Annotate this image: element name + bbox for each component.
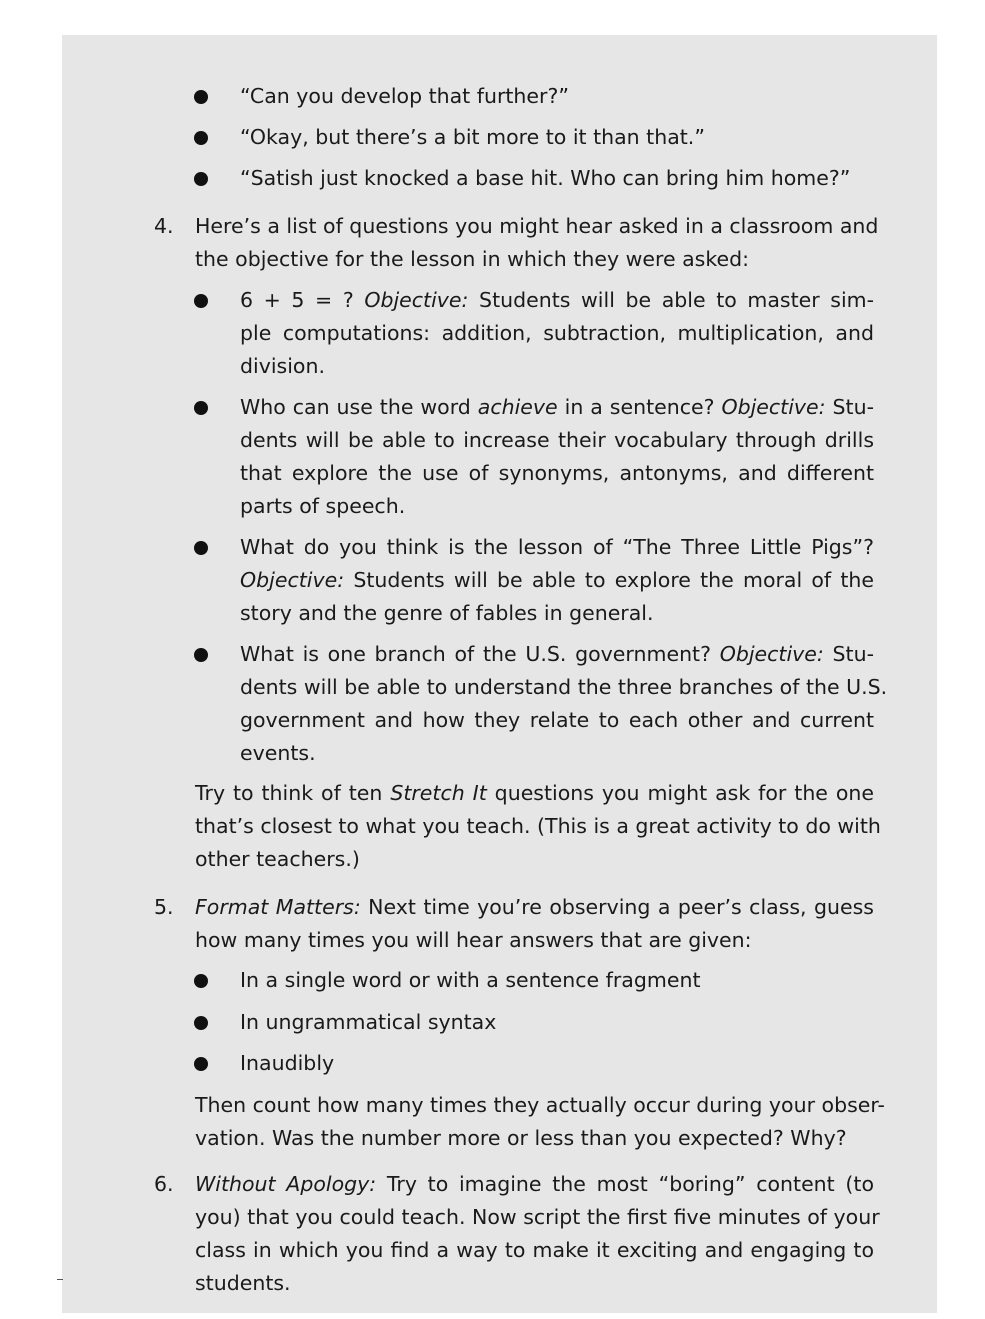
list-item-text: “Okay, but there’s a bit more to it than that.” [240,125,705,149]
text-line: What do you think is the lesson of “The Three Little Pigs”? [240,535,874,559]
text-line: Format Matters: Next time you’re observing a peer’s class, guess [195,895,874,919]
text-line: 6 + 5 = ? Objective: Students will be able to master sim- [240,288,875,312]
bullet-dot [194,1016,208,1030]
text-line: Here’s a list of questions you might hear asked in a classroom and [195,214,879,238]
item-6-text [195,1168,880,1300]
list-item-text: In ungrammatical syntax [240,1010,497,1034]
bullet-dot [194,131,208,145]
text-line: Try to think of ten Stretch It questions you might ask for the one [195,781,875,805]
text-line: story and the genre of fables in general. [240,601,654,625]
item-5-intro [195,891,874,957]
item-4-followup [195,777,881,876]
list-item [240,121,874,154]
text-line: you) that you could teach. Now script the first five minutes of your [195,1205,880,1229]
item-4-intro [195,210,879,276]
bullet-dot [194,541,208,555]
list-item [240,80,874,113]
text-line: government and how they relate to each other and current [240,708,874,732]
item-number: 5. [154,895,174,919]
list-item-text: Inaudibly [240,1051,335,1075]
list-item [240,964,874,997]
item-5-followup [195,1089,885,1155]
text-line: Who can use the word achieve in a sentence? Objective: Stu- [240,395,874,419]
text-line: other teachers.) [195,847,360,871]
bullet-dot [194,1057,208,1071]
text-line: ple computations: addition, subtraction, multiplication, and [240,321,874,345]
text-line: that’s closest to what you teach. (This is a great activity to do with [195,814,881,838]
list-item [240,1006,874,1039]
bullet-dot [194,648,208,662]
text-line: Objective: Students will be able to explore the moral of the [240,568,874,592]
item-number: 6. [154,1172,174,1196]
text-line: vation. Was the number more or less than you expected? Why? [195,1126,847,1150]
text-line: dents will be able to increase their vocabulary through drills [240,428,874,452]
bullet-dot [194,401,208,415]
list-item [240,284,874,383]
list-item-text: “Satish just knocked a base hit. Who can bring him home?” [240,166,851,190]
text-line: dents will be able to understand the three branches of the U.S. [240,675,888,699]
text-line: events. [240,741,316,765]
list-item [240,531,874,630]
text-line: how many times you will hear answers that are given: [195,928,752,952]
text-line: parts of speech. [240,494,406,518]
text-line: Then count how many times they actually occur during your obser- [195,1093,885,1117]
list-item [240,391,874,523]
text-line: Without Apology: Try to imagine the most “boring” content (to [195,1172,875,1196]
list-item-text: “Can you develop that further?” [240,84,569,108]
text-line: division. [240,354,325,378]
bullet-dot [194,974,208,988]
text-line: students. [195,1271,291,1295]
item-number: 4. [154,214,174,238]
list-item [240,638,888,770]
text-line: class in which you find a way to make it exciting and engaging to [195,1238,874,1262]
text-line: the objective for the lesson in which they were asked: [195,247,750,271]
bullet-dot [194,172,208,186]
list-item [240,1047,874,1080]
bullet-dot [194,90,208,104]
bullet-dot [194,294,208,308]
list-item [240,162,874,195]
margin-mark [57,1279,63,1280]
text-line: What is one branch of the U.S. government? Objective: Stu- [240,642,874,666]
text-line: that explore the use of synonyms, antonyms, and different [240,461,874,485]
list-item-text: In a single word or with a sentence fragment [240,968,701,992]
